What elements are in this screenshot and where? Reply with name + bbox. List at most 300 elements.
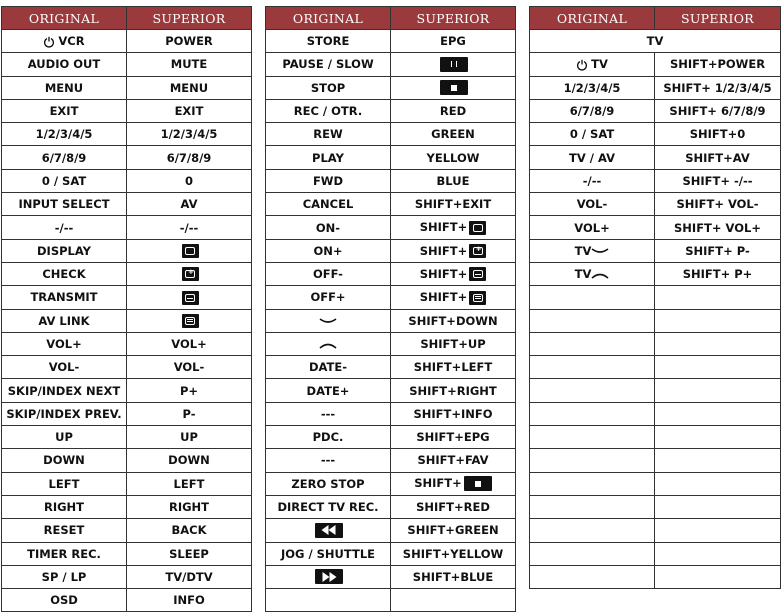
superior-cell-label: SHIFT+ (419, 243, 468, 258)
superior-cell (127, 123, 252, 146)
table-row (2, 379, 252, 402)
table-row (2, 402, 252, 425)
table-row (530, 286, 781, 309)
original-cell-label: ON- (315, 220, 341, 235)
table-row (530, 565, 781, 588)
superior-cell-label: INFO (173, 593, 205, 608)
chevron-up-icon (591, 271, 609, 279)
table-row (530, 449, 781, 472)
table-row (530, 262, 781, 285)
table-row (530, 472, 781, 495)
original-cell (266, 239, 391, 262)
superior-cell-label: SHIFT+RIGHT (409, 383, 497, 398)
original-cell (2, 402, 127, 425)
superior-cell (655, 193, 781, 216)
table-row (266, 99, 516, 122)
superior-cell-label: UP (180, 430, 198, 445)
original-cell-label: TV (574, 243, 592, 258)
superior-cell-label: GREEN (431, 127, 475, 142)
original-cell-label: PDC. (312, 430, 344, 445)
table-row (266, 332, 516, 355)
superior-cell-label: SHIFT+INFO (413, 406, 493, 421)
superior-cell (127, 379, 252, 402)
recording-mapping-table (265, 6, 516, 612)
superior-cell (391, 565, 516, 588)
original-cell (2, 426, 127, 449)
superior-cell-label: MENU (169, 80, 209, 95)
superior-cell (127, 542, 252, 565)
table-row (2, 76, 252, 99)
table-row (2, 449, 252, 472)
original-cell (2, 379, 127, 402)
superior-cell (391, 239, 516, 262)
original-cell (530, 565, 655, 588)
table-row (2, 472, 252, 495)
original-cell (530, 309, 655, 332)
table-row (530, 426, 781, 449)
table-row (266, 472, 516, 495)
superior-cell-label: SHIFT+ VOL- (676, 197, 759, 212)
original-cell (530, 146, 655, 169)
superior-cell (391, 472, 516, 495)
table-row (2, 565, 252, 588)
tv-mapping-table (529, 6, 781, 589)
superior-cell (127, 356, 252, 379)
superior-cell (391, 589, 516, 612)
original-cell-label: OFF+ (310, 290, 346, 305)
original-cell (2, 99, 127, 122)
chevron-down-icon (319, 317, 337, 325)
original-cell (266, 99, 391, 122)
superior-cell (391, 426, 516, 449)
table-row (266, 216, 516, 239)
superior-cell (127, 332, 252, 355)
original-cell-label: DATE- (308, 360, 348, 375)
original-cell (2, 216, 127, 239)
power-icon (576, 59, 588, 71)
original-cell (530, 542, 655, 565)
superior-cell-label: SHIFT+AV (685, 150, 750, 165)
original-cell (530, 449, 655, 472)
original-cell (2, 309, 127, 332)
original-cell (530, 402, 655, 425)
superior-cell-label: SHIFT+DOWN (408, 313, 498, 328)
table-row (2, 356, 252, 379)
table-row (266, 53, 516, 76)
superior-cell (127, 76, 252, 99)
table-row (266, 542, 516, 565)
superior-cell (391, 356, 516, 379)
table-row (266, 402, 516, 425)
superior-cell (391, 286, 516, 309)
superior-cell (127, 472, 252, 495)
superior-cell (655, 169, 781, 192)
original-cell-label: TRANSMIT (30, 290, 98, 305)
table-row (530, 402, 781, 425)
original-cell-label: LEFT (48, 476, 80, 491)
check-button-icon (182, 267, 199, 281)
superior-cell-label: SHIFT+EPG (416, 430, 490, 445)
transmit-button-icon (182, 291, 199, 305)
original-cell-label: VOL+ (574, 220, 610, 235)
superior-cell (655, 542, 781, 565)
table-row (530, 309, 781, 332)
display-button-icon (469, 221, 486, 235)
superior-cell (127, 589, 252, 612)
superior-cell-label: P+ (179, 383, 199, 398)
superior-cell (391, 519, 516, 542)
original-cell-label: DATE+ (306, 383, 350, 398)
superior-cell-label: SHIFT+ P- (685, 243, 750, 258)
original-cell (2, 239, 127, 262)
original-cell (266, 53, 391, 76)
original-cell-label: DISPLAY (37, 243, 91, 258)
transmit-button-icon (469, 267, 486, 281)
superior-cell-label: POWER (165, 34, 213, 49)
header-original: ORIGINAL (2, 7, 127, 30)
table-row (530, 53, 781, 76)
original-cell-label: DIRECT TV REC. (277, 500, 379, 515)
superior-cell-label: SHIFT+UP (420, 337, 486, 351)
superior-cell (655, 216, 781, 239)
table-row (530, 332, 781, 355)
original-cell-label: FWD (312, 173, 344, 188)
original-cell (266, 193, 391, 216)
superior-cell (391, 449, 516, 472)
superior-cell-label: SHIFT+BLUE (412, 569, 494, 584)
original-cell-label: INPUT SELECT (18, 197, 110, 212)
original-cell-label: VOL- (576, 197, 608, 212)
table-row (266, 193, 516, 216)
superior-cell (127, 30, 252, 53)
original-cell-label: PLAY (312, 150, 344, 165)
table-row (266, 169, 516, 192)
original-cell (2, 449, 127, 472)
table-row (2, 169, 252, 192)
original-cell-label: DOWN (43, 453, 85, 468)
original-cell-label: CHECK (42, 267, 86, 282)
original-cell-label: 1/2/3/4/5 (563, 80, 621, 95)
original-cell (2, 495, 127, 518)
table-row (266, 76, 516, 99)
original-cell-label: -/-- (582, 173, 602, 188)
original-cell (2, 565, 127, 588)
original-cell (266, 356, 391, 379)
table-row (2, 589, 252, 612)
table-row (530, 495, 781, 518)
original-cell (2, 169, 127, 192)
superior-cell (391, 216, 516, 239)
superior-cell (391, 30, 516, 53)
superior-cell (655, 309, 781, 332)
table-row (2, 99, 252, 122)
superior-cell (655, 123, 781, 146)
superior-cell-label: BLUE (436, 173, 470, 188)
table-row (530, 239, 781, 262)
superior-cell (391, 123, 516, 146)
table-row (2, 332, 252, 355)
original-cell (266, 542, 391, 565)
superior-cell (127, 239, 252, 262)
superior-cell (127, 309, 252, 332)
original-cell-label: REC / OTR. (293, 104, 363, 119)
table-row (266, 146, 516, 169)
av-link-button-icon (469, 291, 486, 305)
header-original: ORIGINAL (266, 7, 391, 30)
header-superior: SUPERIOR (655, 7, 781, 30)
table-row (2, 426, 252, 449)
table-row (2, 309, 252, 332)
original-cell-label: CANCEL (302, 197, 354, 212)
superior-cell-label: SHIFT+ -/-- (682, 173, 753, 188)
superior-cell (127, 495, 252, 518)
superior-cell (391, 309, 516, 332)
superior-cell (655, 495, 781, 518)
header-superior: SUPERIOR (391, 7, 516, 30)
original-cell-label: PAUSE / SLOW (282, 57, 374, 72)
table-row (530, 542, 781, 565)
original-cell (530, 356, 655, 379)
superior-cell (391, 169, 516, 192)
superior-cell-label: P- (182, 406, 196, 421)
original-cell-label: 6/7/8/9 (41, 150, 87, 165)
original-cell-label: STOP (310, 80, 346, 95)
superior-cell (655, 332, 781, 355)
original-cell-label: SKIP/INDEX NEXT (7, 383, 121, 398)
table-row (266, 426, 516, 449)
superior-cell-label: RIGHT (168, 500, 210, 515)
original-cell (2, 356, 127, 379)
superior-cell (127, 426, 252, 449)
superior-cell (127, 169, 252, 192)
superior-cell-label: SHIFT+ 6/7/8/9 (669, 104, 766, 119)
table-row (266, 286, 516, 309)
original-cell (530, 53, 655, 76)
stop-button-icon (440, 80, 468, 95)
table-row (266, 589, 516, 612)
table-row (530, 169, 781, 192)
original-cell-label: ON+ (313, 243, 343, 258)
original-cell (530, 169, 655, 192)
rewind-button-icon (315, 523, 343, 538)
table-row (2, 193, 252, 216)
superior-cell (127, 146, 252, 169)
original-cell-label: RIGHT (43, 500, 85, 515)
original-cell (2, 76, 127, 99)
superior-cell (655, 53, 781, 76)
table-row (266, 309, 516, 332)
original-cell (2, 53, 127, 76)
table-row (2, 542, 252, 565)
superior-cell (655, 146, 781, 169)
superior-cell (127, 402, 252, 425)
original-cell (266, 76, 391, 99)
original-cell-label: SP / LP (41, 569, 87, 584)
original-cell (266, 402, 391, 425)
original-cell-label: JOG / SHUTTLE (280, 546, 376, 561)
table-row (2, 30, 252, 53)
superior-cell (391, 193, 516, 216)
table-row (530, 193, 781, 216)
superior-cell-label: VOL- (173, 360, 205, 375)
original-cell-label: AUDIO OUT (27, 57, 101, 72)
original-cell (2, 146, 127, 169)
original-cell (530, 519, 655, 542)
original-cell (2, 519, 127, 542)
table-row (2, 216, 252, 239)
original-cell-label: 1/2/3/4/5 (35, 127, 93, 142)
superior-cell-label: DOWN (168, 453, 210, 468)
superior-cell (391, 495, 516, 518)
original-cell (530, 426, 655, 449)
superior-cell-label: VOL+ (171, 337, 207, 351)
original-cell-label: 0 / SAT (569, 127, 615, 142)
original-cell (530, 472, 655, 495)
original-cell (266, 123, 391, 146)
superior-cell (655, 356, 781, 379)
table-row (530, 99, 781, 122)
original-cell (266, 379, 391, 402)
original-cell (2, 542, 127, 565)
superior-cell-label: SHIFT+FAV (417, 453, 489, 468)
original-cell (2, 30, 127, 53)
superior-cell (391, 76, 516, 99)
power-icon (43, 36, 55, 48)
superior-cell-label: SHIFT+ (419, 290, 468, 305)
header-original: ORIGINAL (530, 7, 655, 30)
original-cell (266, 332, 391, 355)
original-cell-label: TV / AV (569, 150, 615, 165)
original-cell-label: RESET (43, 523, 85, 538)
original-cell-label: VOL+ (46, 337, 82, 351)
table-row (530, 146, 781, 169)
original-cell (530, 193, 655, 216)
superior-cell (655, 76, 781, 99)
superior-cell (127, 519, 252, 542)
original-cell (530, 262, 655, 285)
table-row (266, 356, 516, 379)
superior-cell (127, 262, 252, 285)
original-cell (266, 472, 391, 495)
stop-button-icon (464, 476, 492, 491)
table-row (530, 216, 781, 239)
table-row (2, 53, 252, 76)
original-cell (266, 519, 391, 542)
table-row (530, 356, 781, 379)
superior-cell-label: SLEEP (169, 546, 209, 561)
table-row (2, 239, 252, 262)
superior-cell (655, 426, 781, 449)
original-cell (2, 262, 127, 285)
original-cell-label: STORE (306, 34, 350, 49)
original-cell (2, 472, 127, 495)
original-cell (530, 76, 655, 99)
superior-cell-label: SHIFT+0 (689, 127, 746, 142)
original-cell-label: VCR (58, 34, 85, 49)
superior-cell (655, 519, 781, 542)
table-row (266, 519, 516, 542)
original-cell-label: 6/7/8/9 (569, 104, 615, 119)
original-cell (266, 589, 391, 612)
superior-cell-label: -/-- (179, 220, 199, 235)
superior-cell (127, 99, 252, 122)
superior-cell (391, 146, 516, 169)
pause-button-icon (440, 57, 468, 72)
superior-cell (655, 402, 781, 425)
original-cell (530, 495, 655, 518)
original-cell (266, 286, 391, 309)
original-cell-label: OSD (50, 593, 78, 608)
original-cell (2, 332, 127, 355)
superior-cell (127, 216, 252, 239)
original-cell (530, 332, 655, 355)
superior-cell-label: SHIFT+ (419, 220, 468, 235)
original-cell-label: --- (320, 453, 336, 468)
superior-cell-label: SHIFT+ P+ (682, 267, 753, 282)
display-button-icon (182, 244, 199, 258)
superior-cell-label: EPG (440, 34, 466, 49)
original-cell (2, 123, 127, 146)
superior-cell (127, 193, 252, 216)
table-row (266, 239, 516, 262)
superior-cell-label: SHIFT+POWER (669, 57, 766, 72)
chevron-up-icon (319, 341, 337, 349)
original-cell (266, 216, 391, 239)
chevron-down-icon (591, 247, 609, 255)
superior-cell (655, 239, 781, 262)
superior-cell-label: RED (439, 104, 467, 119)
superior-cell (391, 402, 516, 425)
superior-cell (655, 99, 781, 122)
original-cell (266, 426, 391, 449)
superior-cell (127, 53, 252, 76)
superior-cell (655, 262, 781, 285)
original-cell-label: ZERO STOP (291, 476, 365, 491)
superior-cell (127, 449, 252, 472)
table-row (2, 286, 252, 309)
original-cell (530, 286, 655, 309)
original-cell-label: --- (320, 406, 336, 421)
original-cell (266, 169, 391, 192)
original-cell (266, 565, 391, 588)
original-cell (266, 449, 391, 472)
superior-cell-label: TV/DTV (165, 569, 213, 584)
superior-cell-label: 1/2/3/4/5 (160, 127, 218, 142)
original-cell-label: REW (313, 127, 343, 142)
table-row (266, 565, 516, 588)
table-row (2, 146, 252, 169)
check-button-icon (469, 244, 486, 258)
superior-cell-label: MUTE (170, 57, 208, 72)
original-cell (2, 286, 127, 309)
original-cell-label: MENU (44, 80, 84, 95)
superior-cell (391, 53, 516, 76)
original-cell (530, 99, 655, 122)
original-cell-label: EXIT (49, 104, 79, 119)
table-row (530, 76, 781, 99)
original-cell (266, 30, 391, 53)
original-cell-label: TV (574, 267, 592, 282)
superior-cell-label: SHIFT+RED (416, 500, 490, 515)
table-row (530, 123, 781, 146)
superior-cell-label: 6/7/8/9 (166, 150, 212, 165)
superior-cell (127, 565, 252, 588)
original-cell-label: TV (591, 57, 608, 72)
table-row (266, 379, 516, 402)
table-row (2, 495, 252, 518)
original-cell (530, 239, 655, 262)
superior-cell-label: BACK (171, 523, 207, 538)
